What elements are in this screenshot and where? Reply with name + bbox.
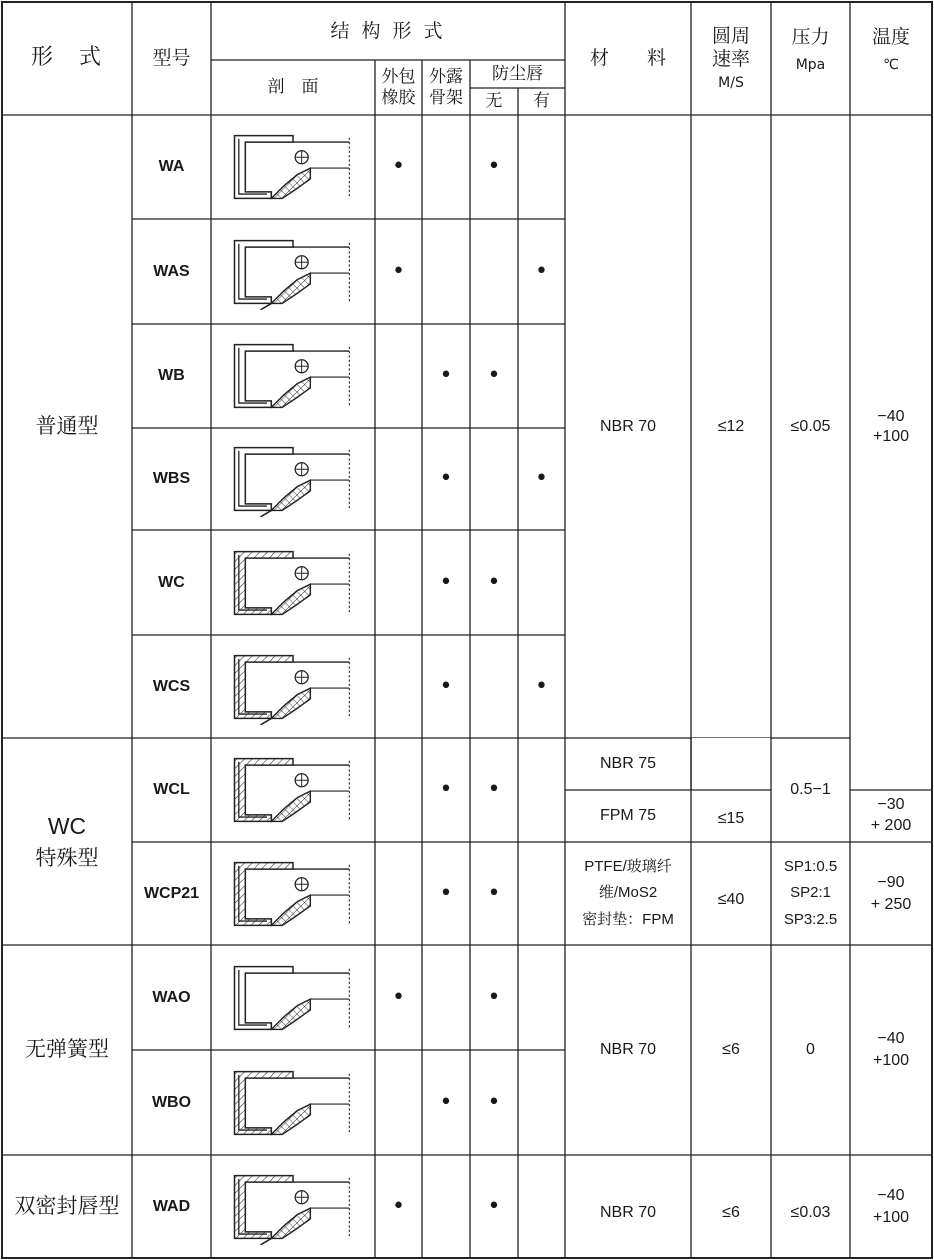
- nospring-pressure: 0: [806, 1041, 815, 1059]
- header-speed: [691, 2, 771, 115]
- dot-dust-none: •: [487, 363, 501, 388]
- dot-dust-has: •: [535, 466, 548, 491]
- normal-temp-line2: +100: [872, 427, 910, 445]
- dot-skeleton: •: [439, 569, 453, 595]
- header-rubber-line1: 外包: [381, 67, 416, 88]
- dot-skeleton: •: [439, 673, 453, 699]
- model-label: WCS: [152, 677, 191, 695]
- header-speed-unit: M/S: [718, 74, 744, 91]
- dot-skeleton: •: [439, 1089, 453, 1115]
- header-dust-has: 有: [533, 91, 550, 112]
- header-rubber: [375, 60, 422, 115]
- wcp-temp-line2: + 250: [870, 895, 912, 913]
- double-material: NBR 70: [599, 1203, 657, 1221]
- wcp-pressure: [771, 842, 850, 945]
- header-temperature-label: 温度: [871, 26, 910, 48]
- seal-section-drawing: [211, 428, 375, 530]
- nospring-temp-line2: +100: [872, 1052, 910, 1069]
- model-label: WB: [158, 367, 185, 385]
- header-section: 剖 面: [267, 77, 319, 98]
- dot-dust-none: •: [487, 880, 501, 906]
- dot-skeleton: •: [439, 880, 453, 906]
- header-dust-none: 无: [485, 91, 503, 112]
- dot-dust-none: •: [487, 1089, 501, 1115]
- double-speed: ≤6: [722, 1203, 740, 1221]
- category-wc-special: [2, 738, 132, 945]
- double-temp-line2: +100: [872, 1208, 910, 1226]
- model-label: WCL: [153, 781, 190, 799]
- dot-rubber: •: [392, 258, 405, 284]
- dot-skeleton: •: [439, 777, 453, 802]
- model-label: WAO: [152, 988, 191, 1006]
- nospring-speed: ≤6: [722, 1041, 740, 1059]
- header-temperature: [850, 2, 932, 115]
- header-pressure-label: 压力: [791, 26, 830, 48]
- dot-dust-has: •: [535, 258, 548, 284]
- seal-section-drawing: [211, 530, 375, 635]
- double-pressure: ≤0.03: [790, 1203, 831, 1221]
- header-temperature-unit: ℃: [883, 56, 899, 73]
- header-model: 型号: [152, 47, 191, 70]
- seal-section-drawing: [211, 115, 375, 219]
- wcl-temp-line1: −30: [877, 796, 905, 814]
- model-label: WA: [158, 158, 185, 176]
- seal-section-drawing: [211, 738, 375, 842]
- wcp-material-line2: 维/MoS2: [598, 884, 658, 902]
- normal-temp-line1: −40: [877, 408, 905, 426]
- header-speed-line1: 圆周: [711, 25, 750, 48]
- header-pressure-unit: Mpa: [795, 56, 826, 73]
- header-speed-line2: 速率: [711, 48, 750, 71]
- wcp-speed: ≤40: [717, 890, 745, 908]
- dot-skeleton: •: [439, 466, 453, 491]
- seal-section-drawing: [211, 945, 375, 1050]
- dot-dust-none: •: [487, 984, 501, 1010]
- header-skeleton: [422, 60, 470, 115]
- header-skeleton-line1: 外露: [429, 67, 463, 88]
- wcl-temperature: [850, 790, 932, 842]
- normal-pressure: ≤0.05: [790, 417, 831, 435]
- model-label: WBO: [151, 1093, 192, 1111]
- wcp-temperature: [850, 842, 932, 945]
- dot-dust-none: •: [487, 569, 501, 595]
- nospring-temp-line1: −40: [877, 1030, 905, 1048]
- header-pressure: [771, 2, 850, 115]
- dot-dust-none: •: [487, 154, 501, 179]
- header-rubber-line2: 橡胶: [381, 87, 416, 108]
- wcl-speed: ≤15: [717, 810, 745, 828]
- seal-section-drawing: [211, 1155, 375, 1258]
- seal-section-drawing: [211, 1050, 375, 1155]
- nospring-temperature: [850, 945, 932, 1155]
- normal-speed: ≤12: [717, 417, 745, 435]
- dot-dust-none: •: [487, 1193, 501, 1219]
- double-temp-line1: −40: [877, 1186, 905, 1204]
- dot-rubber: •: [392, 984, 405, 1010]
- header-structure: 结 构 形 式: [330, 19, 446, 42]
- seal-section-drawing: [211, 842, 375, 945]
- wcl-material-b: FPM 75: [599, 807, 656, 825]
- wcp-pressure-line2: SP2:1: [790, 884, 831, 902]
- normal-material: NBR 70: [599, 417, 657, 435]
- dot-rubber: •: [392, 154, 405, 179]
- wcp-material-line1: PTFE/玻璃纤: [584, 858, 672, 876]
- model-label: WC: [158, 573, 185, 591]
- category-wc-line1: WC: [47, 812, 87, 839]
- category-no-spring: 无弹簧型: [25, 1037, 109, 1062]
- dot-dust-has: •: [535, 673, 548, 699]
- wcl-material-a: NBR 75: [599, 755, 657, 773]
- wcp-material: [565, 842, 691, 945]
- dot-skeleton: •: [439, 363, 453, 388]
- normal-temperature: [850, 115, 932, 738]
- wcp-pressure-line3: SP3:2.5: [783, 910, 838, 928]
- model-label: WBS: [152, 470, 191, 488]
- model-label: WAS: [153, 262, 190, 280]
- header-skeleton-line2: 骨架: [429, 87, 463, 108]
- dot-dust-none: •: [487, 777, 501, 802]
- wcl-pressure: 0.5−1: [790, 781, 831, 799]
- category-wc-line2: 特殊型: [35, 846, 99, 870]
- seal-section-drawing: [211, 324, 375, 428]
- header-material: 材 料: [589, 47, 666, 70]
- seal-section-drawing: [211, 219, 375, 324]
- double-temperature: [850, 1155, 932, 1258]
- category-normal: 普通型: [35, 413, 99, 438]
- wcp-temp-line1: −90: [877, 873, 905, 891]
- dot-rubber: •: [392, 1193, 405, 1219]
- model-label: WCP21: [143, 884, 200, 902]
- category-double-lip: 双密封唇型: [14, 1193, 120, 1218]
- header-form: 形 式: [30, 45, 103, 71]
- wcl-temp-line2: + 200: [870, 817, 912, 834]
- seal-section-drawing: [211, 635, 375, 738]
- wcp-pressure-line1: SP1:0.5: [783, 858, 838, 876]
- header-dust-lip: 防尘唇: [492, 63, 543, 84]
- wcp-material-line3: 密封垫：FPM: [582, 910, 674, 928]
- model-label: WAD: [152, 1197, 191, 1215]
- nospring-material: NBR 70: [599, 1041, 657, 1059]
